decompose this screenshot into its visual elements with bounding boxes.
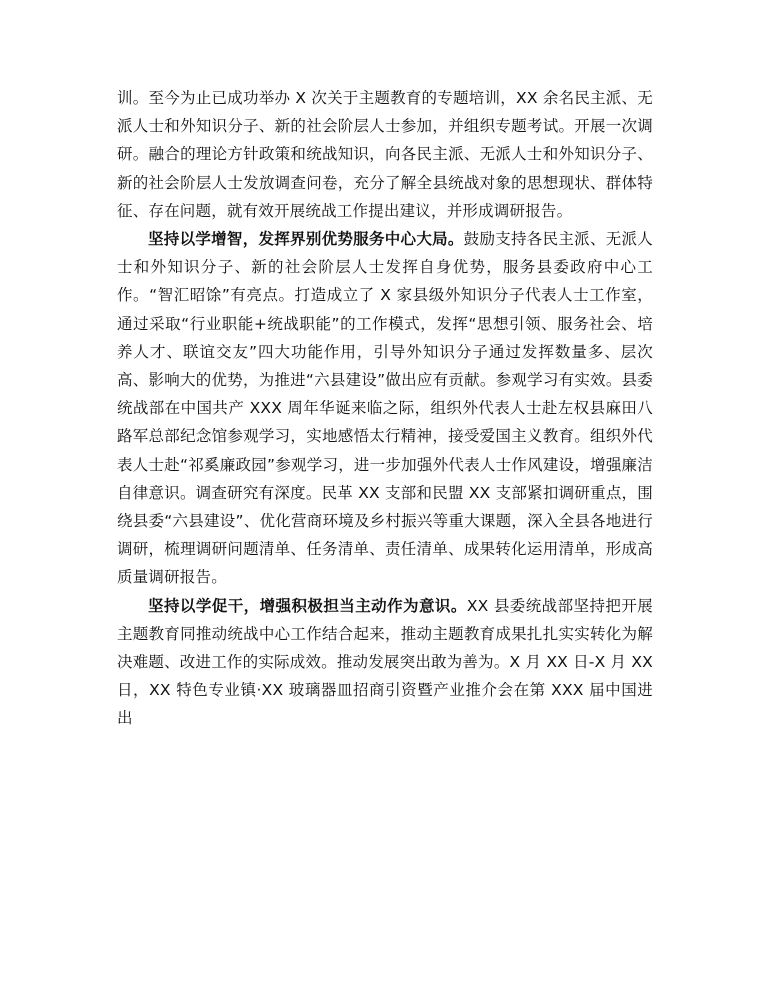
document-page xyxy=(117,84,653,733)
paragraph-1-text: 训。至今为止已成功举办 X 次关于主题教育的专题培训，XX 余名民主派、无派人士和外知识分子、新的社会阶层人士参加，并组织专题考试。开展一次调研。融合的理论方针政策和统战知识，向各民主派、无派人士和外知识分子、新的社会阶层人士发放调查问卷，充分了解全县统战对象的思想现状、群体特征、存在问题，就有效开展统战工作提出建议，并形成调研报告。 xyxy=(117,89,653,220)
paragraph-2-lead: 坚持以学增智，发挥界别优势服务中心大局。 xyxy=(148,230,464,249)
paragraph-3-text: XX 县委统战部坚持把开展主题教育同推动统战中心工作结合起来，推动主题教育成果扎扎实实转化为解决难题、改进工作的实际成效。推动发展突出敢为善为。X 月 XX 日-X 月 XX 日，XX 特色专业镇·XX 玻璃器皿招商引资暨产业推介会在第 XXX 届中国进出 xyxy=(117,596,653,728)
paragraph-2-text: 鼓励支持各民主派、无派人士和外知识分子、新的社会阶层人士发挥自身优势，服务县委政府中心工作。“智汇昭馀”有亮点。打造成立了 X 家县级外知识分子代表人士工作室，通过采取“行业职能+统战职能”的工作模式，发挥“思想引领、服务社会、培养人才、联谊交友”四大功能作用，引导外知识分子通过发挥数量多、层次高、影响大的优势，为推进“六县建设”做出应有贡献。参观学习有实效。县委统战部在中国共产 XXX 周年华诞来临之际，组织外代表人士赴左权县麻田八路军总部纪念馆参观学习，实地感悟太行精神，接受爱国主义教育。组织外代表人士赴“祁奚廉政园”参观学习，进一步加强外代表人士作风建设，增强廉洁自律意识。调查研究有深度。民革 XX 支部和民盟 XX 支部紧扣调研重点，围绕县委“六县建设”、优化营商环境及乡村振兴等重大课题，深入全县各地进行调研，梳理调研问题清单、任务清单、责任清单、成果转化运用清单，形成高质量调研报告。 xyxy=(117,230,653,587)
paragraph-2 xyxy=(117,225,653,592)
paragraph-3 xyxy=(117,592,653,733)
paragraph-3-lead: 坚持以学促干，增强积极担当主动作为意识。 xyxy=(148,596,467,615)
paragraph-1 xyxy=(117,84,653,225)
